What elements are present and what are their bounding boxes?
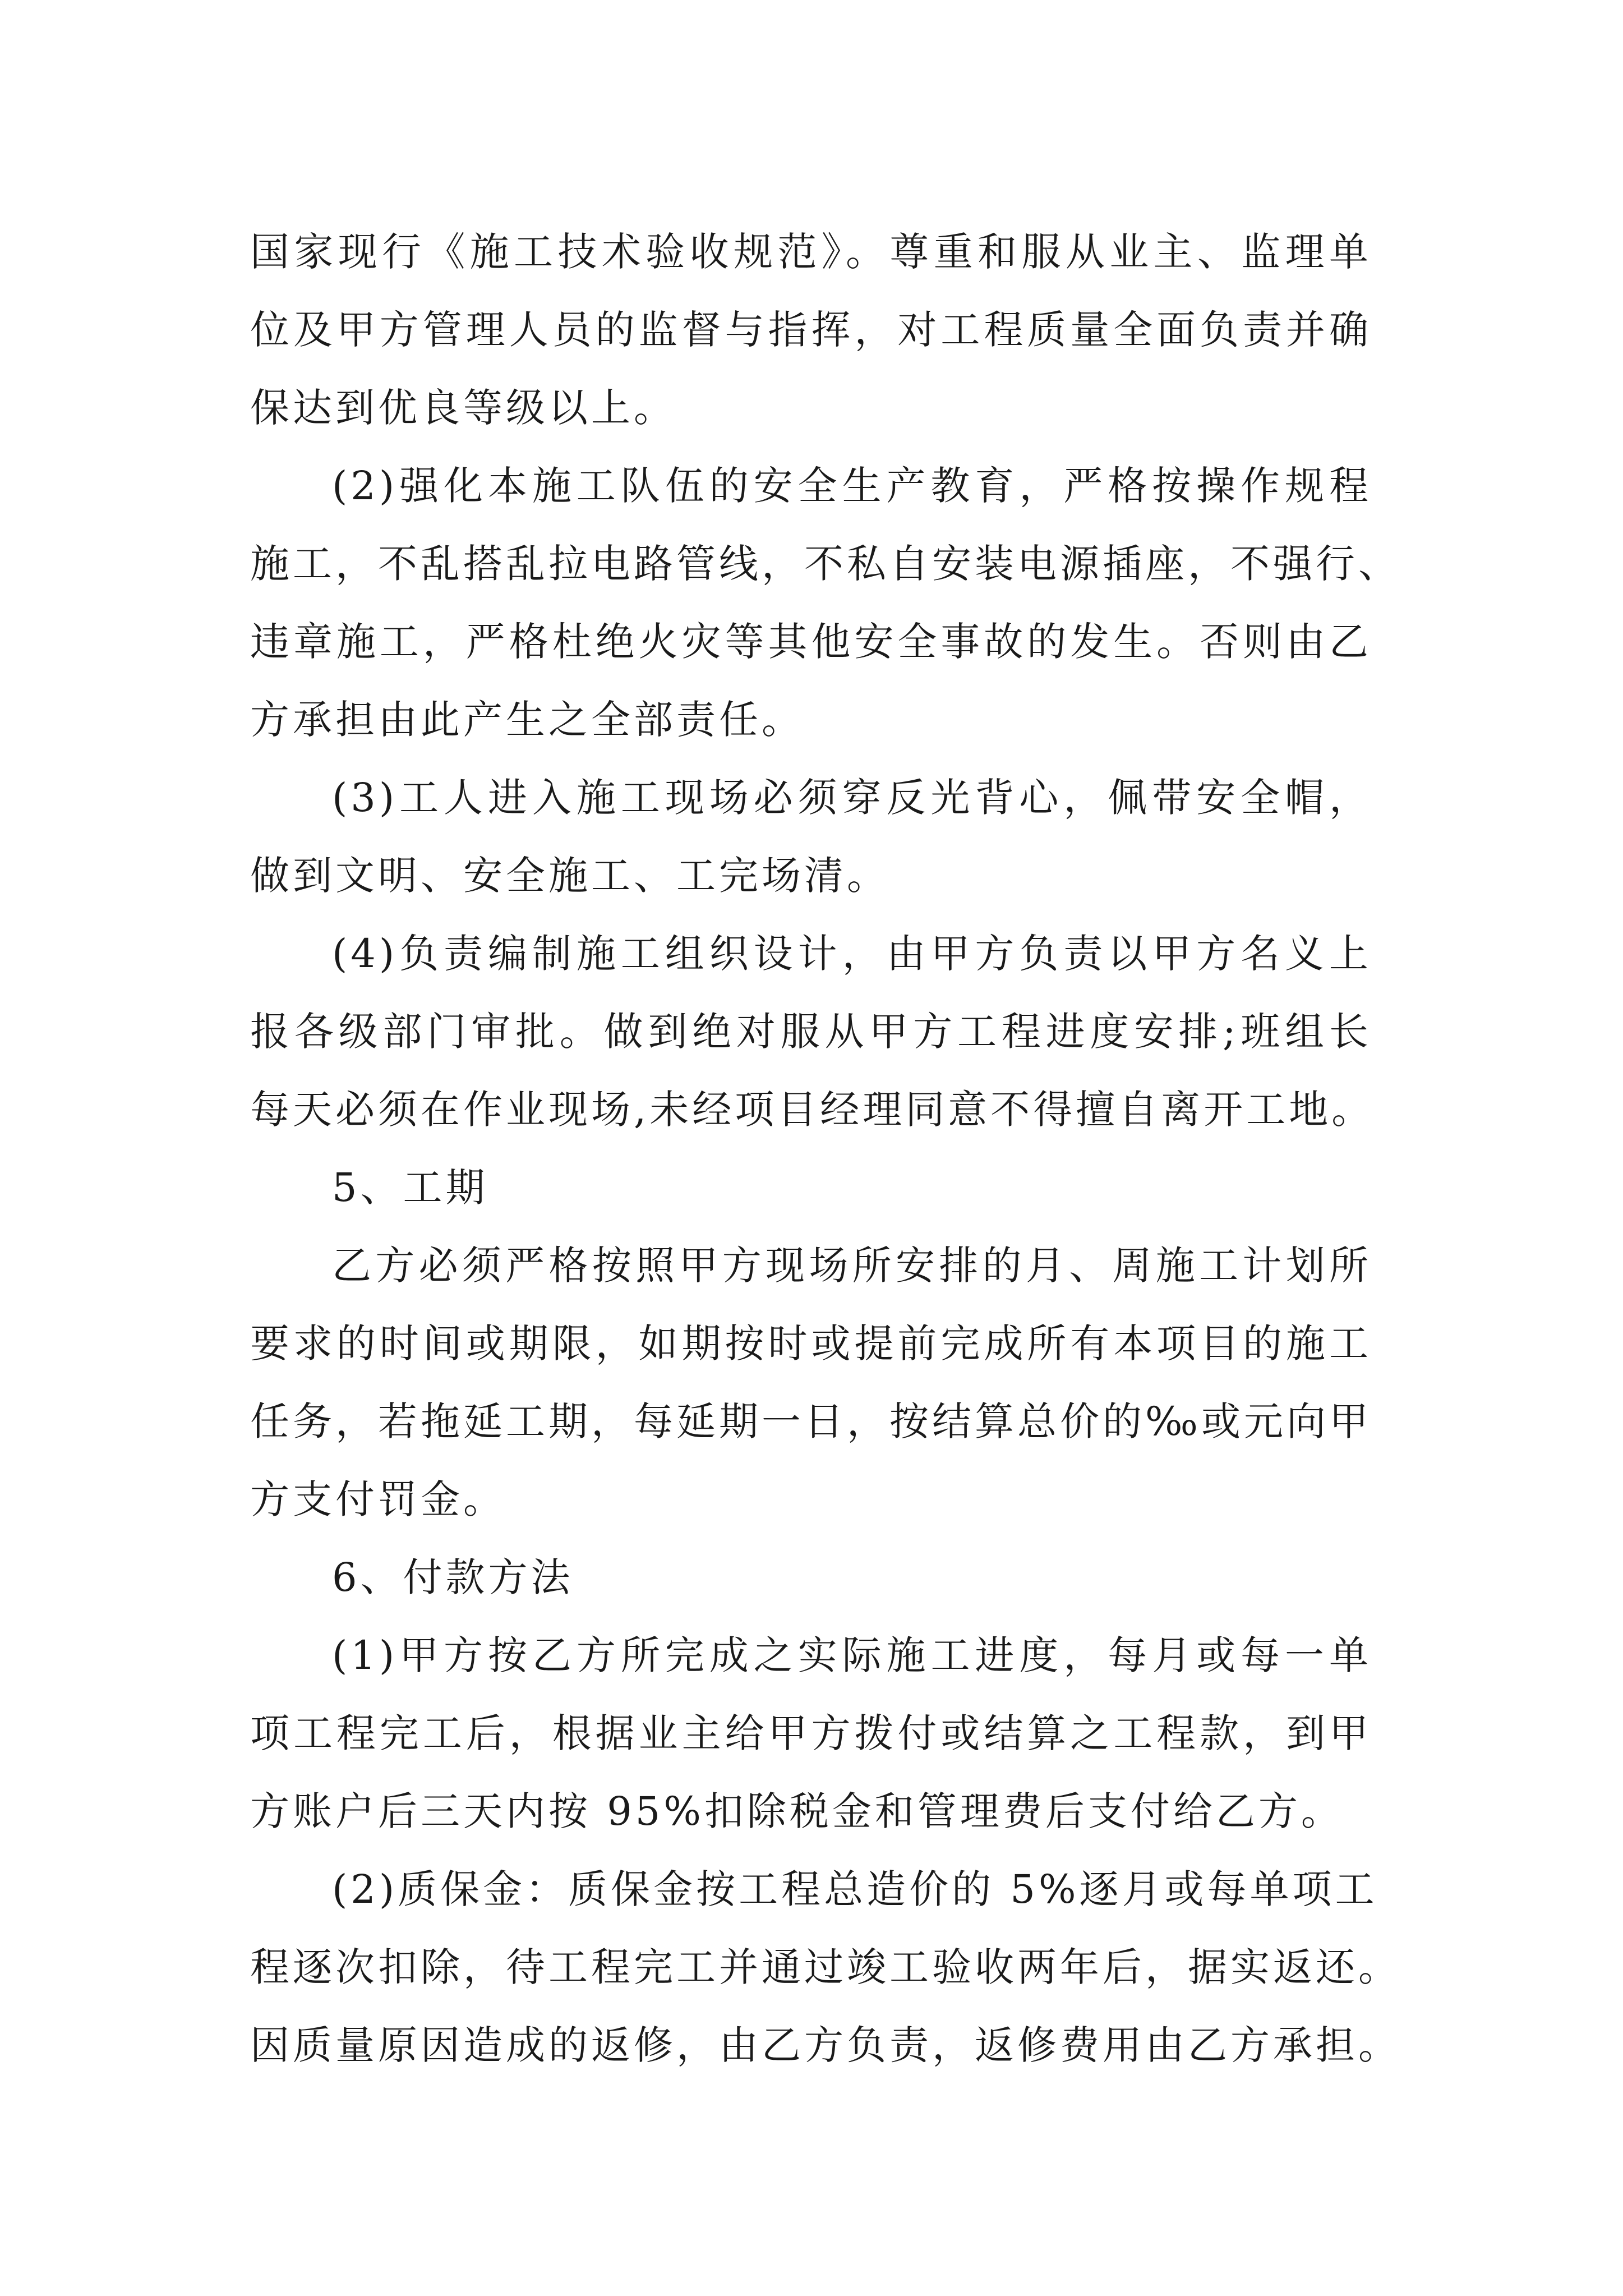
paragraph-safety-education bbox=[250, 447, 1401, 759]
text-line: (4)负责编制施工组织设计，由甲方负责以甲方名义上 bbox=[332, 931, 1372, 977]
section-heading-schedule bbox=[250, 1149, 1372, 1227]
section-heading: 6、付款方法 bbox=[332, 1554, 574, 1600]
text-line: 做到文明、安全施工、工完场清。 bbox=[250, 853, 889, 899]
text-line: 每天必须在作业现场,未经项目经理同意不得擅自离开工地。 bbox=[250, 1087, 1375, 1133]
text-line: 保达到优良等级以上。 bbox=[250, 385, 676, 431]
text-line: 乙方必须严格按照甲方现场所安排的月、周施工计划所 bbox=[332, 1243, 1372, 1289]
text-line: 方支付罚金。 bbox=[250, 1476, 506, 1522]
text-line: 任务，若拖延工期，每延期一日，按结算总价的‰或元向甲 bbox=[250, 1398, 1372, 1444]
text-line: 报各级部门审批。做到绝对服从甲方工程进度安排;班组长 bbox=[250, 1009, 1372, 1055]
text-line: 方账户后三天内按 95%扣除税金和管理费后支付给乙方。 bbox=[250, 1788, 1344, 1834]
paragraph-worker-gear bbox=[250, 759, 1372, 915]
text-line: 施工，不乱搭乱拉电路管线，不私自安装电源插座，不强行、 bbox=[250, 541, 1401, 587]
text-line: (1)甲方按乙方所完成之实际施工进度，每月或每一单 bbox=[332, 1632, 1372, 1678]
paragraph-construction-design bbox=[250, 915, 1375, 1149]
paragraph-payment-progress bbox=[250, 1617, 1372, 1851]
section-heading: 5、工期 bbox=[332, 1165, 488, 1211]
text-line: 要求的时间或期限，如期按时或提前完成所有本项目的施工 bbox=[250, 1320, 1372, 1366]
text-line: (2)质保金：质保金按工程总造价的 5%逐月或每单项工 bbox=[332, 1866, 1378, 1912]
section-heading-payment bbox=[250, 1539, 1372, 1617]
text-line: 位及甲方管理人员的监督与指挥，对工程质量全面负责并确 bbox=[250, 307, 1372, 353]
text-line: 因质量原因造成的返修，由乙方负责，返修费用由乙方承担。 bbox=[250, 2022, 1401, 2068]
document-body bbox=[250, 213, 1401, 2085]
paragraph-quality-continued bbox=[250, 213, 1372, 447]
text-line: 违章施工，严格杜绝火灾等其他安全事故的发生。否则由乙 bbox=[250, 619, 1372, 665]
paragraph-schedule-terms bbox=[250, 1227, 1372, 1539]
paragraph-warranty-deposit bbox=[250, 1851, 1401, 2085]
text-line: (2)强化本施工队伍的安全生产教育，严格按操作规程 bbox=[332, 463, 1372, 509]
text-line: 方承担由此产生之全部责任。 bbox=[250, 697, 804, 743]
text-line: 项工程完工后，根据业主给甲方拨付或结算之工程款，到甲 bbox=[250, 1710, 1372, 1756]
text-line: (3)工人进入施工现场必须穿反光背心，佩带安全帽， bbox=[332, 775, 1372, 821]
text-line: 国家现行《施工技术验收规范》。尊重和服从业主、监理单 bbox=[250, 229, 1372, 275]
text-line: 程逐次扣除，待工程完工并通过竣工验收两年后，据实返还。 bbox=[250, 1944, 1401, 1990]
